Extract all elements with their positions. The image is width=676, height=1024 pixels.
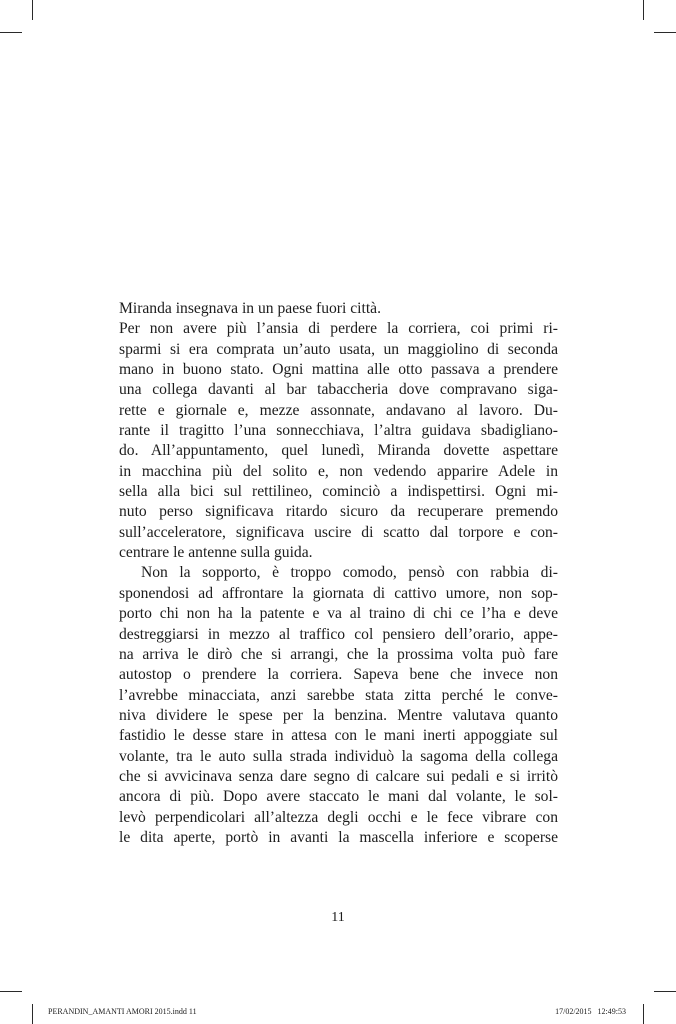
slug-time: 12:49:53	[597, 1007, 626, 1016]
text-line: destreggiarsi in mezzo al traffico col pensiero dell’orario, appe-	[119, 625, 558, 643]
text-line: in macchina più del solito e, non vedendo apparire Adele in	[119, 462, 558, 480]
crop-mark-bottom-right-vertical	[643, 1004, 644, 1024]
slug-timestamp	[555, 1007, 626, 1016]
text-line: fastidio le desse stare in attesa con le mani inerti appoggiate sul	[119, 727, 558, 745]
crop-mark-bottom-left-horizontal	[0, 991, 22, 992]
text-line: ancora di più. Dopo avere staccato le mani dal volante, le sol-	[119, 788, 558, 806]
slug-filename: PERANDIN_AMANTI AMORI 2015.indd 11	[48, 1007, 197, 1016]
crop-mark-top-left-vertical	[32, 0, 33, 20]
crop-mark-top-right-horizontal	[654, 32, 676, 33]
text-line: l’avrebbe minacciata, anzi sarebbe stata zitta perché le conve-	[119, 686, 558, 704]
crop-mark-top-left-horizontal	[0, 32, 22, 33]
text-line: do. All’appuntamento, quel lunedì, Miranda dovette aspettare	[119, 442, 558, 460]
text-line: rante il tragitto l’una sonnecchiava, l’altra guidava sbadigliano-	[119, 422, 558, 440]
text-line: Per non avere più l’ansia di perdere la corriera, coi primi ri-	[119, 320, 558, 338]
text-line: porto chi non ha la patente e va al traino di chi ce l’ha e deve	[119, 605, 558, 623]
crop-mark-bottom-right-horizontal	[654, 991, 676, 992]
text-line: Non la sopporto, è troppo comodo, pensò con rabbia di-	[141, 564, 558, 582]
page-number: 11	[331, 910, 345, 925]
text-line: nuto perso significava ritardo sicuro da recuperare premendo	[119, 503, 558, 521]
text-line: mano in buono stato. Ogni mattina alle otto passava a prendere	[119, 361, 558, 379]
text-line: Miranda insegnava in un paese fuori città.	[119, 300, 381, 317]
text-line: una collega davanti al bar tabaccheria dove compravano siga-	[119, 381, 558, 399]
text-line: levò perpendicolari all’altezza degli occhi e le fece vibrare con	[119, 808, 558, 826]
text-line: rette e giornale e, mezze assonnate, andavano al lavoro. Du-	[119, 401, 558, 419]
crop-mark-bottom-left-vertical	[32, 1004, 33, 1024]
text-line: niva dividere le spese per la benzina. Mentre valutava quanto	[119, 706, 558, 724]
text-line: centrare le antenne sulla guida.	[119, 544, 313, 562]
slug-date: 17/02/2015	[555, 1007, 592, 1016]
crop-mark-top-right-vertical	[643, 0, 644, 20]
text-line: sparmi si era comprata un’auto usata, un maggiolino di seconda	[119, 340, 558, 358]
text-line: na arriva le dirò che si arrangi, che la prossima volta può fare	[119, 645, 558, 663]
text-line: sull’acceleratore, significava uscire di scatto dal torpore e con-	[119, 523, 558, 541]
text-line: che si avvicinava senza dare segno di calcare sui pedali e si irritò	[119, 767, 558, 785]
text-line: sella alla bici sul rettilineo, cominciò a indispettirsi. Ogni mi-	[119, 483, 558, 501]
text-line: autostop o prendere la corriera. Sapeva bene che invece non	[119, 666, 558, 684]
body-text	[119, 299, 558, 848]
text-line: le dita aperte, portò in avanti la mascella inferiore e scoperse	[119, 828, 558, 846]
text-line: sponendosi ad affrontare la giornata di cattivo umore, non sop-	[119, 584, 558, 602]
text-line: volante, tra le auto sulla strada individuò la sagoma della collega	[119, 747, 558, 765]
